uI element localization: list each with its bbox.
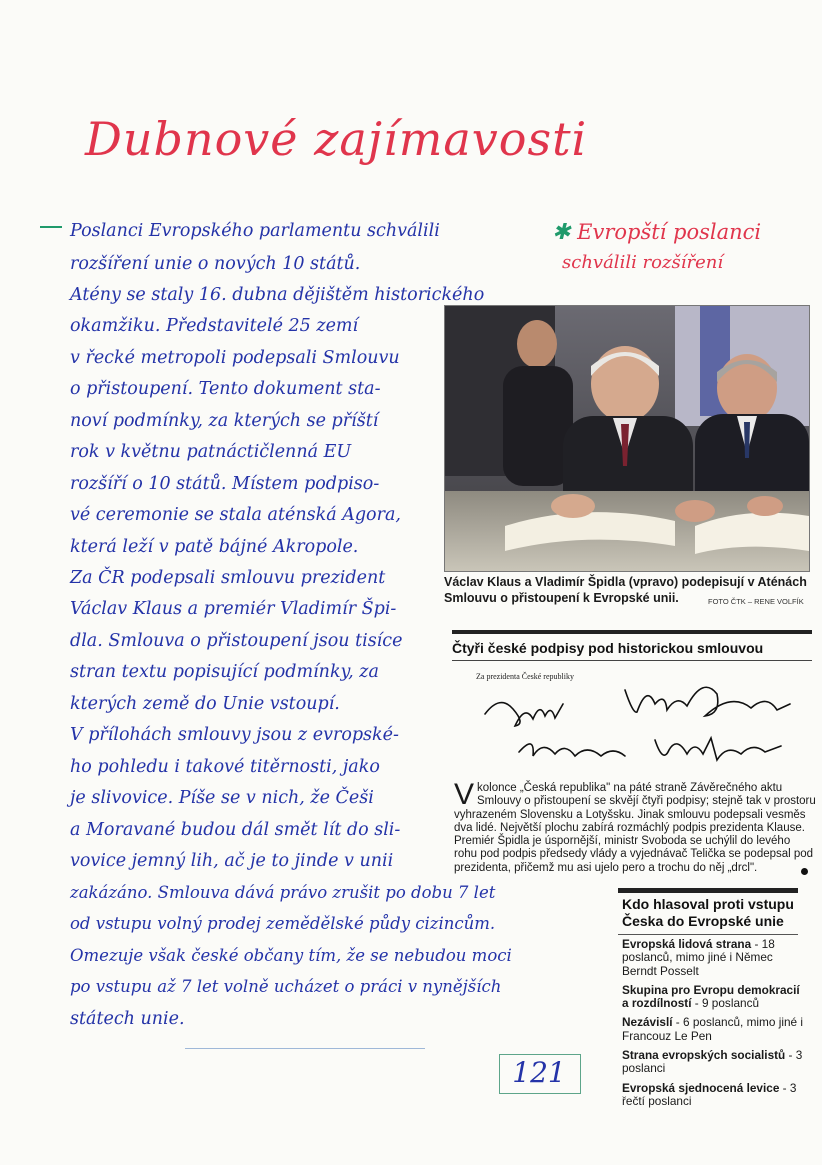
list-item: [622, 1016, 804, 1043]
signature-stroke: [625, 687, 790, 716]
party-detail: - 18 poslanců, mimo jiné i Němec Berndt Posselt: [622, 937, 775, 978]
handwritten-line: noví podmínky, za kterých se příští: [70, 411, 379, 431]
photo-caption: Václav Klaus a Vladimír Špidla (vpravo) podepisují v Aténách Smlouvu o přistoupení k Evropské unii.: [444, 575, 807, 605]
handwritten-line: okamžiku. Představitelé 25 zemí: [70, 316, 359, 336]
drop-cap: V: [454, 778, 475, 811]
list-item: [622, 938, 804, 978]
page-number: 121: [512, 1056, 566, 1089]
photo-credit: FOTO ČTK – RENE VOLFÍK: [708, 597, 804, 606]
end-mark: [801, 868, 808, 875]
handwritten-line: státech unie.: [70, 1009, 185, 1029]
handwritten-line: o přistoupení. Tento dokument sta-: [70, 379, 381, 399]
handwritten-line: Atény se staly 16. dubna dějištěm historického: [70, 285, 485, 305]
party-name: Skupina pro Evropu demokracií a rozdílností: [622, 982, 800, 1011]
party-name: Evropská sjednocená levice: [622, 1080, 780, 1095]
signature-stroke: [519, 744, 625, 756]
vote-title: Kdo hlasoval proti vstupu Česka do Evropské unie: [622, 896, 794, 929]
handwritten-line: ho pohledu i takové titěrnosti, jako: [70, 757, 380, 777]
signatures-image: [455, 664, 811, 782]
handwritten-line: Václav Klaus a premiér Vladimír Špi-: [70, 599, 397, 619]
bullet-dash: [40, 226, 62, 228]
signing-photo-illustration: [445, 306, 809, 571]
handwritten-line: dla. Smlouva o přistoupení jsou tisíce: [70, 631, 403, 651]
party-detail: - 9 poslanců: [691, 996, 760, 1011]
signature-stroke: [485, 703, 563, 726]
handwritten-line: kterých země do Unie vstoupí.: [70, 694, 340, 714]
vote-list: [622, 938, 804, 1114]
vote-top-rule: [618, 888, 798, 893]
handwritten-line: vé ceremonie se stala aténská Agora,: [70, 505, 401, 525]
side-note-line-2: schválili rozšíření: [562, 252, 724, 273]
signatures-top-rule: [452, 630, 812, 634]
party-detail: - 3 poslanci: [622, 1048, 803, 1076]
party-name: Evropská lidová strana: [622, 937, 752, 951]
star-icon: ✱: [552, 220, 571, 245]
handwritten-line: a Moravané budou dál smět lít do sli-: [70, 820, 401, 840]
handwritten-line: po vstupu až 7 let volně ucházet o práci v nynějších: [70, 977, 502, 996]
party-name: Nezávislí: [622, 1015, 673, 1030]
side-note-line-1: [552, 220, 761, 245]
side-note-text-1: Evropští poslanci: [577, 220, 762, 244]
handwritten-line: rok v květnu patnáctičlenná EU: [70, 442, 352, 462]
handwritten-line: je slivovice. Píše se v nich, že Češi: [70, 788, 374, 808]
signing-photo: [444, 305, 810, 572]
handwritten-line: od vstupu volný prodej zemědělské půdy cizincům.: [70, 914, 496, 933]
party-detail: - 3 řečtí poslanci: [622, 1080, 797, 1108]
handwritten-line: rozšíří o 10 států. Místem podpiso-: [70, 474, 380, 494]
signature-stroke: [655, 738, 781, 760]
list-item: [622, 984, 804, 1011]
handwritten-line: stran textu popisující podmínky, za: [70, 662, 379, 682]
signatures-title: Čtyři české podpisy pod historickou smlouvou: [452, 640, 764, 656]
list-item: [622, 1082, 804, 1109]
handwritten-line: v řecké metropoli podepsali Smlouvu: [70, 348, 400, 368]
handwritten-line: Poslanci Evropského parlamentu schválili: [70, 221, 440, 241]
vote-divider: [618, 934, 798, 935]
signatures-small-label: Za prezidenta České republiky: [476, 672, 574, 681]
party-name: Strana evropských socialistů: [622, 1048, 786, 1063]
signatures-divider: [452, 660, 812, 661]
handwritten-line: Za ČR podepsali smlouvu prezident: [70, 568, 386, 588]
handwritten-line: rozšíření unie o nových 10 států.: [70, 254, 361, 274]
handwritten-line: vovice jemný lih, ač je to jinde v unii: [70, 851, 394, 871]
handwritten-line: Omezuje však české občany tím, že se nebudou moci: [70, 946, 512, 965]
party-detail: - 6 poslanců, mimo jiné i Francouz Le Pen: [622, 1015, 803, 1043]
signatures-article-text: kolonce „Česká republika" na páté straně Závěrečného aktu Smlouvy o přistoupení se skvějí čtyři podpisy; stejně tak v prostoru vyhrazeném Slovensku a Lotyšsku. Jinak smlouvu podepsali vesměs dva lidé. Největší plochu zabírá rozmáchlý podpis prezidenta Klause. Premiér Špidla je úspornější, ministr Svoboda se uchýlil do levého rohu pod podpis předsedy vlády a vyjednávač Telička se podepsal pod prezidenta, přičemž mu asi ujelo pero a trochu do něj „drcl".: [454, 782, 816, 874]
handwritten-line: V přílohách smlouvy jsou z evropské-: [70, 725, 399, 745]
handwritten-line: zakázáno. Smlouva dává právo zrušit po dobu 7 let: [70, 883, 496, 902]
bottom-divider: [185, 1048, 425, 1049]
page-title: Dubnové zajímavosti: [85, 112, 588, 166]
list-item: [622, 1049, 804, 1076]
handwritten-line: která leží v patě bájné Akropole.: [70, 537, 359, 557]
signatures-article: [454, 778, 816, 875]
